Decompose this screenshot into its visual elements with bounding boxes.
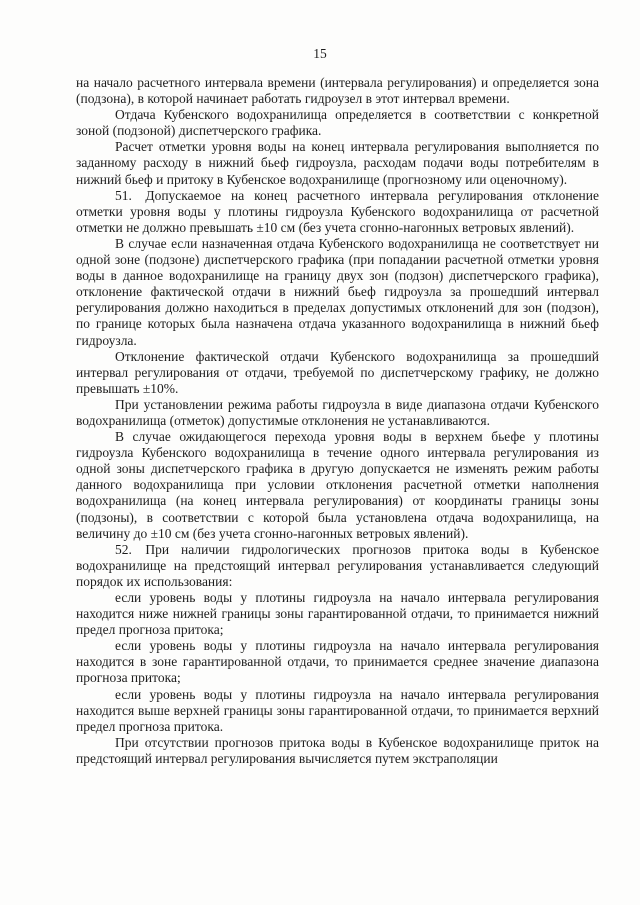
paragraph-continuation: на начало расчетного интервала времени (интервала регулирования) и определяется зона (подзона), в которой начинает работать гидроузел в этот интервал времени. [76,75,599,107]
paragraph-forecast-mean: если уровень воды у плотины гидроузла на начало интервала регулирования находится в зоне гарантированной отдачи, то принимается среднее значение диапазона прогноза притока; [76,638,599,686]
paragraph-forecast-upper: если уровень воды у плотины гидроузла на начало интервала регулирования находится выше верхней границы зоны гарантированной отдачи, то принимается верхний предел прогноза притока. [76,686,599,734]
paragraph-level-calculation: Расчет отметки уровня воды на конец интервала регулирования выполняется по заданному расходу в нижний бьеф гидроузла, расходам подачи воды потребителям в нижний бьеф и притоку в Кубенское водохранилище (прогнозному или оценочному). [76,139,599,187]
paragraph-zone-transition: В случае ожидающегося перехода уровня воды в верхнем бьефе у плотины гидроузла Кубенского водохранилища в течение одного интервала регулирования из одной зоны диспетчерского графика в другую допускается не изменять режим работы данного водохранилища при условии отклонения расчетной отметки наполнения водохранилища (на конец интервала регулирования) от координаты границы зоны (подзоны), в соответствии с которой была установлена отдача водохранилища, на величину до ±10 см (без учета сгонно-нагонных ветровых явлений). [76,429,599,541]
paragraph-zone-mismatch: В случае если назначенная отдача Кубенского водохранилища не соответствует ни одной зоне (подзоне) диспетчерского графика (при попадании расчетной отметки уровня воды в данное водохранилище на границу двух зон (подзон) диспетчерского графика), отклонение фактической отдачи в нижний бьеф гидроузла за прошедший интервал регулирования должно находиться в пределах допустимых отклонений для зон (подзон), по границе которых была назначена отдача указанного водохранилища в нижний бьеф гидроузла. [76,235,599,348]
paragraph-forecast-lower: если уровень воды у плотины гидроузла на начало интервала регулирования находится ниже нижней границы зоны гарантированной отдачи, то принимается нижний предел прогноза притока; [76,590,599,638]
paragraph-reservoir-release: Отдача Кубенского водохранилища определяется в соответствии с конкретной зоной (подзоной) диспетчерского графика. [76,107,599,139]
paragraph-release-range: При установлении режима работы гидроузла в виде диапазона отдачи Кубенского водохранилища (отметок) допустимые отклонения не устанавливаются. [76,396,599,428]
paragraph-clause-51: 51. Допускаемое на конец расчетного интервала регулирования отклонение отметки уровня воды у плотины гидроузла Кубенского водохранилища от расчетной отметки не должно превышать ±10 см (без учета сгонно-нагонных ветровых явлений). [76,187,599,235]
paragraph-no-forecast: При отсутствии прогнозов притока воды в Кубенское водохранилище приток на предстоящий интервал регулирования вычисляется путем экстраполяции [76,734,599,766]
document-body [76,75,599,767]
paragraph-clause-52: 52. При наличии гидрологических прогнозов притока воды в Кубенское водохранилище на предстоящий интервал регулирования устанавливается следующий порядок их использования: [76,541,599,589]
paragraph-release-deviation: Отклонение фактической отдачи Кубенского водохранилища за прошедший интервал регулирования от отдачи, требуемой по диспетчерскому графику, не должно превышать ±10%. [76,348,599,396]
page-number: 15 [313,46,327,61]
